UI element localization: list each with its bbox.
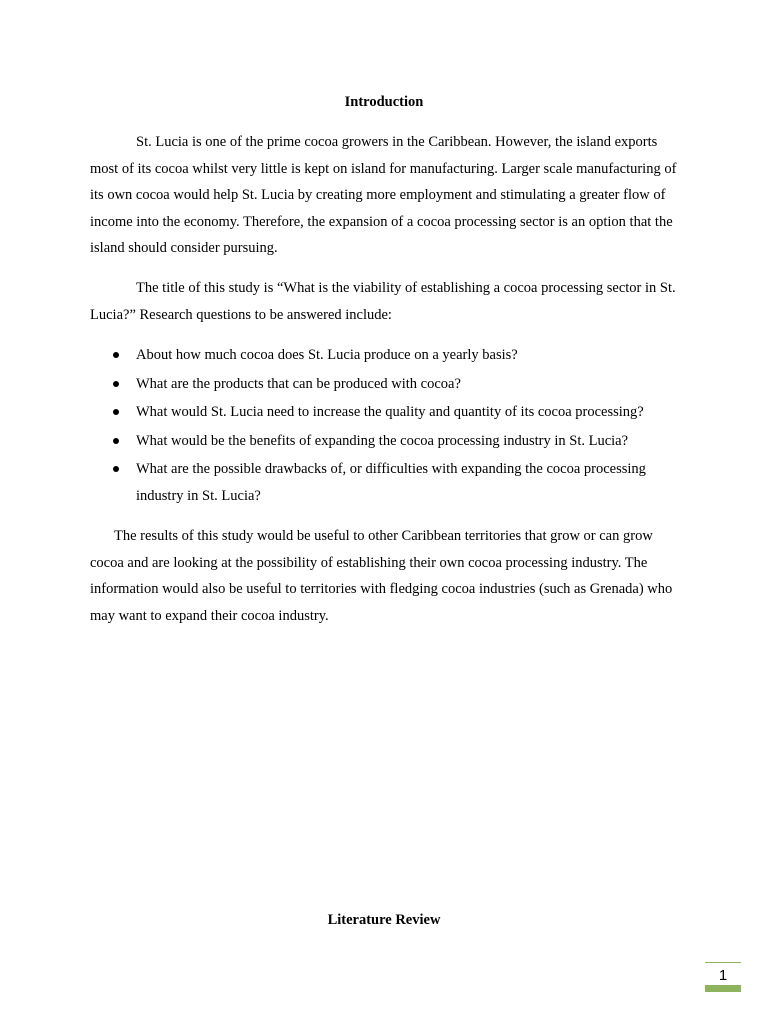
list-item-text: What are the products that can be produced with cocoa?	[136, 375, 461, 392]
list-item	[90, 428, 678, 455]
page-number-top-rule	[705, 962, 741, 963]
document-page	[90, 0, 678, 1024]
intro-paragraph-3: The results of this study would be useful to other Caribbean territories that grow or can grow cocoa and are looking at the possibility of establishing their own cocoa processing industry. The information would also be useful to territories with fledging cocoa industries (such as Grenada) who may want to expand their cocoa industry.	[90, 528, 673, 624]
literature-review-heading: Literature Review	[327, 912, 441, 928]
list-item	[90, 456, 678, 509]
page-number-footer	[705, 962, 741, 992]
page-number: 1	[718, 967, 728, 984]
list-item-text: About how much cocoa does St. Lucia produce on a yearly basis?	[136, 347, 518, 363]
intro-paragraph-1: St. Lucia is one of the prime cocoa growers in the Caribbean. However, the island exports most of its cocoa whilst very little is kept on island for manufacturing. Larger scale manufacturing of its own cocoa would help St. Lucia by creating more employment and stimulating a greater flow of income into the economy. Therefore, the expansion of a cocoa processing sector is an option that the island should consider pursuing.	[90, 134, 677, 256]
bullet-icon	[113, 381, 119, 387]
research-questions-list	[90, 342, 678, 511]
list-item	[90, 399, 678, 426]
list-item-text: What would be the benefits of expanding the cocoa processing industry in St. Lucia?	[136, 432, 629, 449]
list-item-text: What would St. Lucia need to increase the quality and quantity of its cocoa processing?	[136, 404, 644, 420]
bullet-icon	[113, 438, 119, 444]
introduction-heading: Introduction	[344, 94, 424, 110]
list-item	[90, 342, 678, 369]
list-item-text: What are the possible drawbacks of, or difficulties with expanding the cocoa processing industry in St. Lucia?	[136, 461, 646, 504]
bullet-icon	[113, 352, 119, 358]
list-item	[90, 371, 678, 398]
bullet-icon	[113, 409, 119, 415]
page-number-accent-bar	[705, 985, 741, 992]
intro-paragraph-2: The title of this study is “What is the viability of establishing a cocoa processing sector in St. Lucia?” Research questions to be answered include:	[90, 280, 676, 323]
bullet-icon	[113, 466, 119, 472]
